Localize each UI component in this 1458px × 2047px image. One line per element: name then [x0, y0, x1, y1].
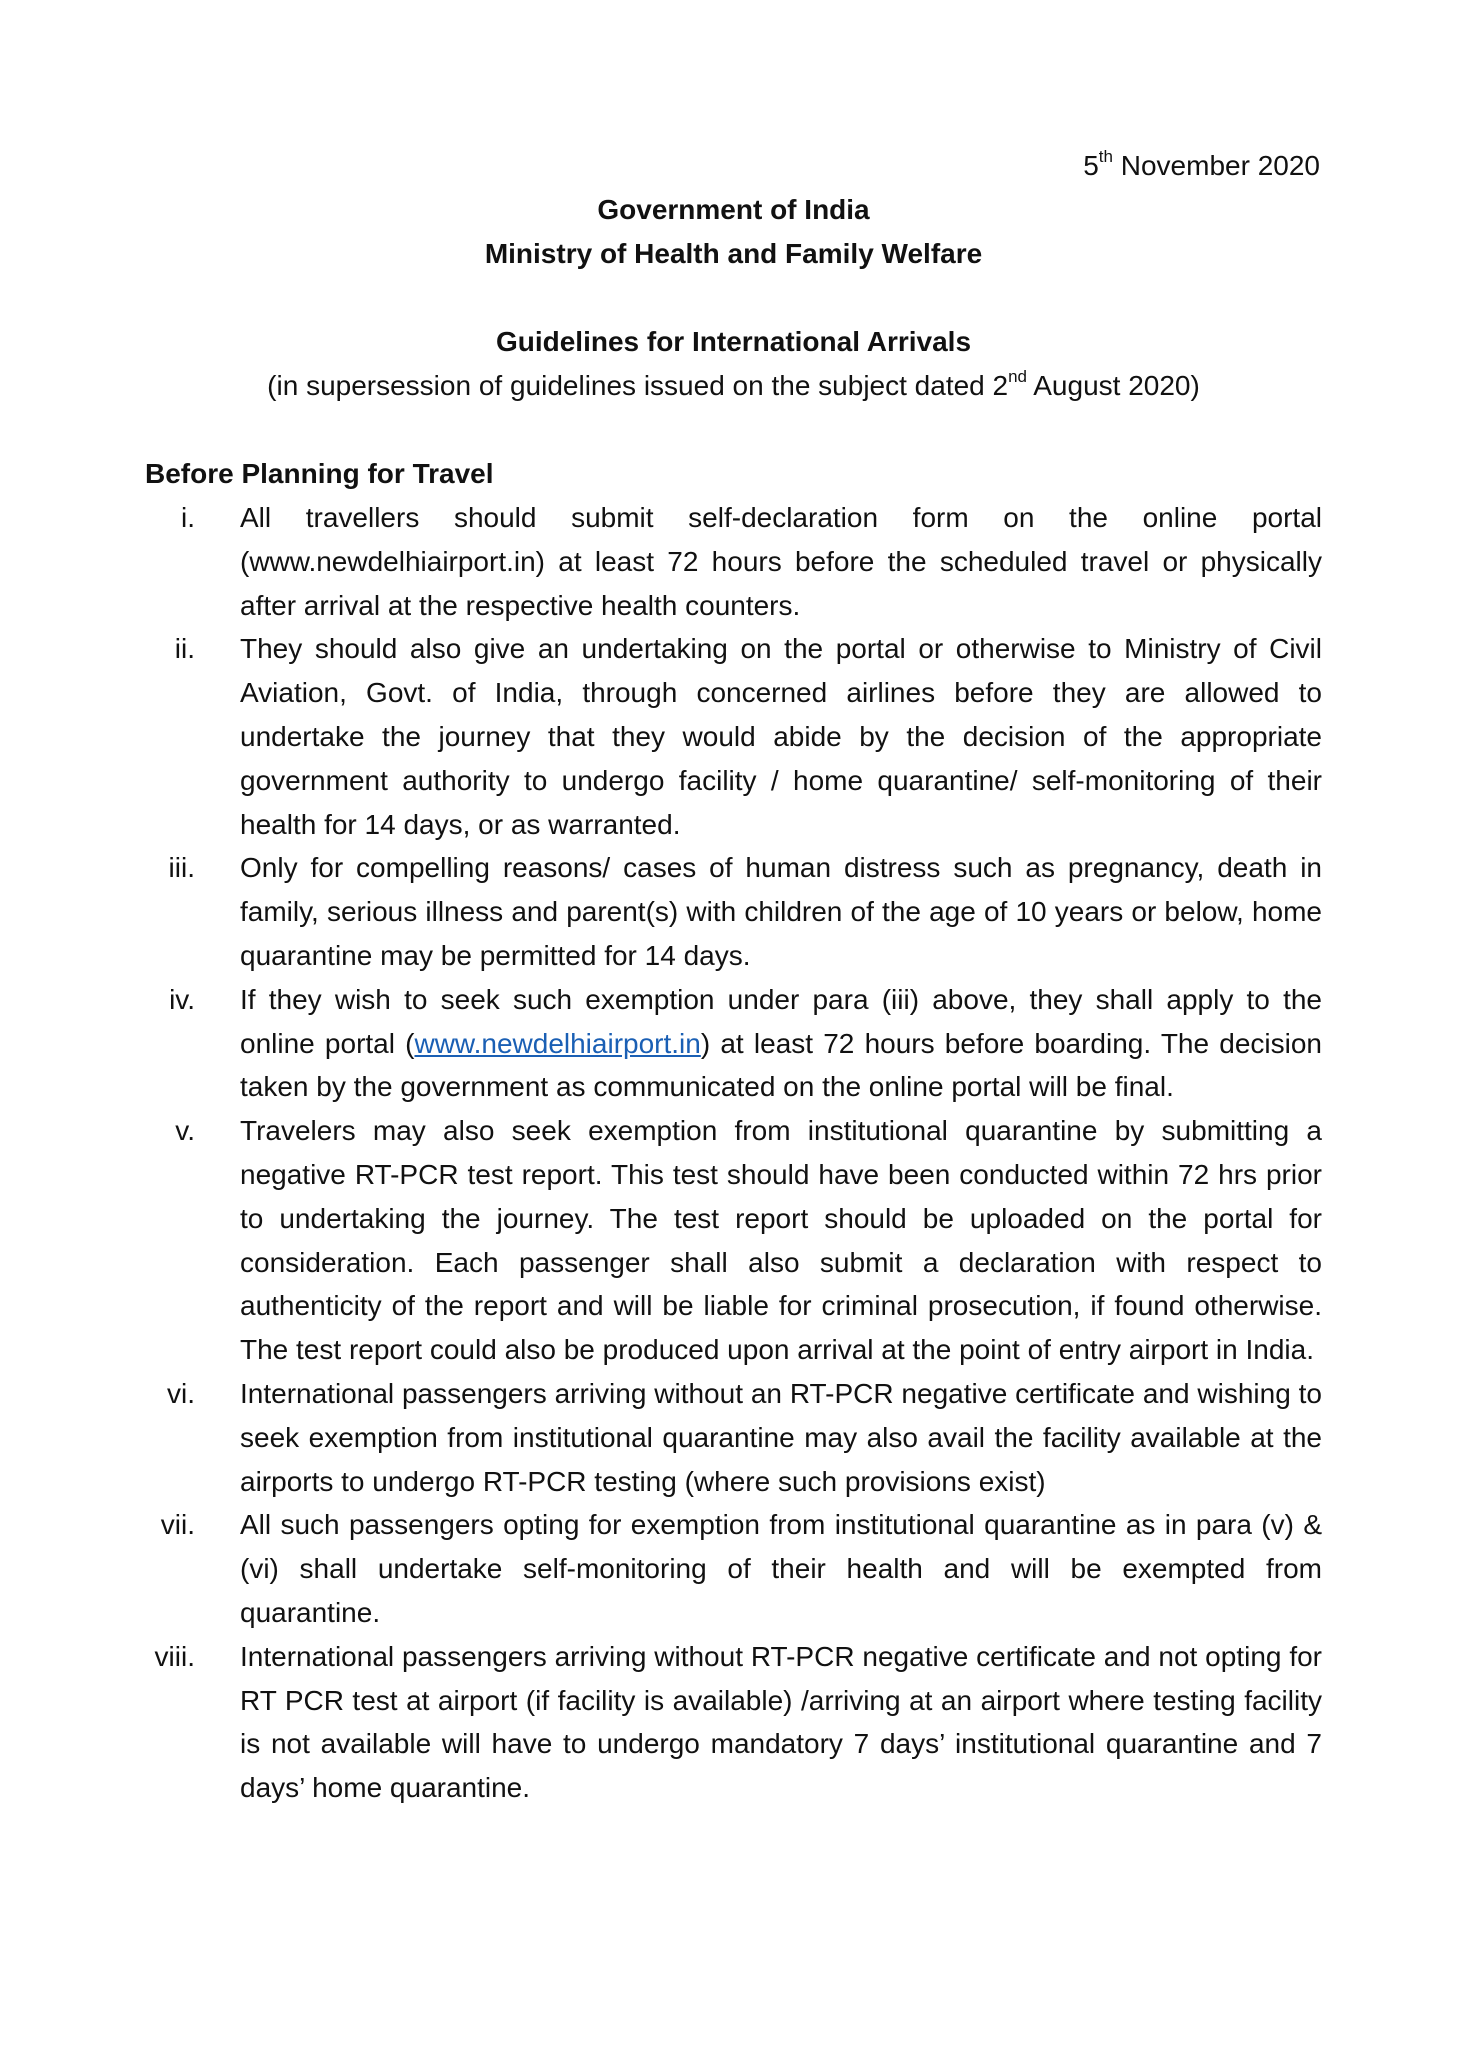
section-heading: Before Planning for Travel: [145, 458, 494, 489]
list-numeral: vii.: [160, 1509, 195, 1541]
list-numeral: i.: [181, 502, 195, 533]
list-numeral: viii.: [154, 1640, 195, 1672]
list-item: [145, 1372, 1322, 1503]
list-numeral: iv.: [169, 983, 195, 1015]
ministry-name: Ministry of Health and Family Welfare: [484, 238, 983, 269]
list-numeral: iii.: [168, 852, 195, 884]
list-numeral: v.: [175, 1115, 195, 1147]
guidelines-list: [145, 496, 1322, 1810]
list-item: [145, 846, 1322, 977]
list-numeral: vi.: [167, 1377, 195, 1409]
list-item: [145, 627, 1322, 846]
list-item-text: Travelers may also seek exemption from institutional quarantine by submitting a negative RT-PCR test report. This test should have been conducted within 72 hrs prior to undertaking the journey. The test report should be uploaded on the portal for consideration. Each passenger shall also submit a declaration with respect to authenticity of the report and will be liable for criminal prosecution, if found otherwise. The test report could also be produced upon arrival at the point of entry airport in India.: [240, 1115, 1322, 1366]
date-day: 5: [1083, 150, 1099, 181]
list-item-text: All travellers should submit self-declaration form on the online portal (www.newdelhiairport.in) at least 72 hours before the scheduled travel or physically after arrival at the respective health counters.: [240, 502, 1322, 621]
date-rest: November 2020: [1112, 150, 1320, 181]
portal-link[interactable]: www.newdelhiairport.in: [414, 1027, 701, 1059]
document-subtitle: [145, 364, 1322, 408]
list-item-text: International passengers arriving without RT-PCR negative certificate and not opting for RT PCR test at airport (if facility is available) /arriving at an airport where testing facility is not available will have to undergo mandatory 7 days’ institutional quarantine and 7 days’ home quarantine.: [240, 1640, 1322, 1804]
document-title: Guidelines for International Arrivals: [495, 326, 972, 357]
list-item: [145, 1635, 1322, 1810]
list-item: [145, 496, 1322, 627]
list-item-text-after: ) at least 72 hours before boarding. The decision taken by the government as communicated on the online portal will be final.: [240, 1027, 1322, 1103]
list-item-text: All such passengers opting for exemption from institutional quarantine as in para (v) & (vi) shall undertake self-monitoring of their health and will be exempted from quarantine.: [240, 1509, 1322, 1628]
subtitle-after: August 2020): [1027, 370, 1200, 401]
list-item-text: They should also give an undertaking on the portal or otherwise to Ministry of Civil Aviation, Govt. of India, through concerned airlines before they are allowed to undertake the journey that they would abide by the decision of the appropriate government authority to undergo facility / home quarantine/ self-monitoring of their health for 14 days, or as warranted.: [240, 633, 1322, 840]
list-numeral: ii.: [174, 633, 195, 665]
list-item: [145, 978, 1322, 1109]
list-item-text: Only for compelling reasons/ cases of human distress such as pregnancy, death in family, serious illness and parent(s) with children of the age of 10 years or below, home quarantine may be permitted for 14 days.: [240, 852, 1322, 971]
list-item: [145, 1503, 1322, 1634]
document-date: [1083, 146, 1320, 186]
subtitle-before: (in supersession of guidelines issued on the subject dated 2: [267, 370, 1009, 401]
subtitle-suffix: nd: [1008, 366, 1028, 386]
list-item-text: International passengers arriving without an RT-PCR negative certificate and wishing to seek exemption from institutional quarantine may also avail the facility available at the airports to undergo RT-PCR testing (where such provisions exist): [240, 1377, 1322, 1497]
list-item: [145, 1109, 1322, 1372]
org-name: Government of India: [597, 194, 870, 225]
list-item-text-before: If they wish to seek such exemption under para (iii) above, they shall apply to the online portal (: [240, 983, 1322, 1059]
date-suffix: th: [1098, 146, 1113, 166]
